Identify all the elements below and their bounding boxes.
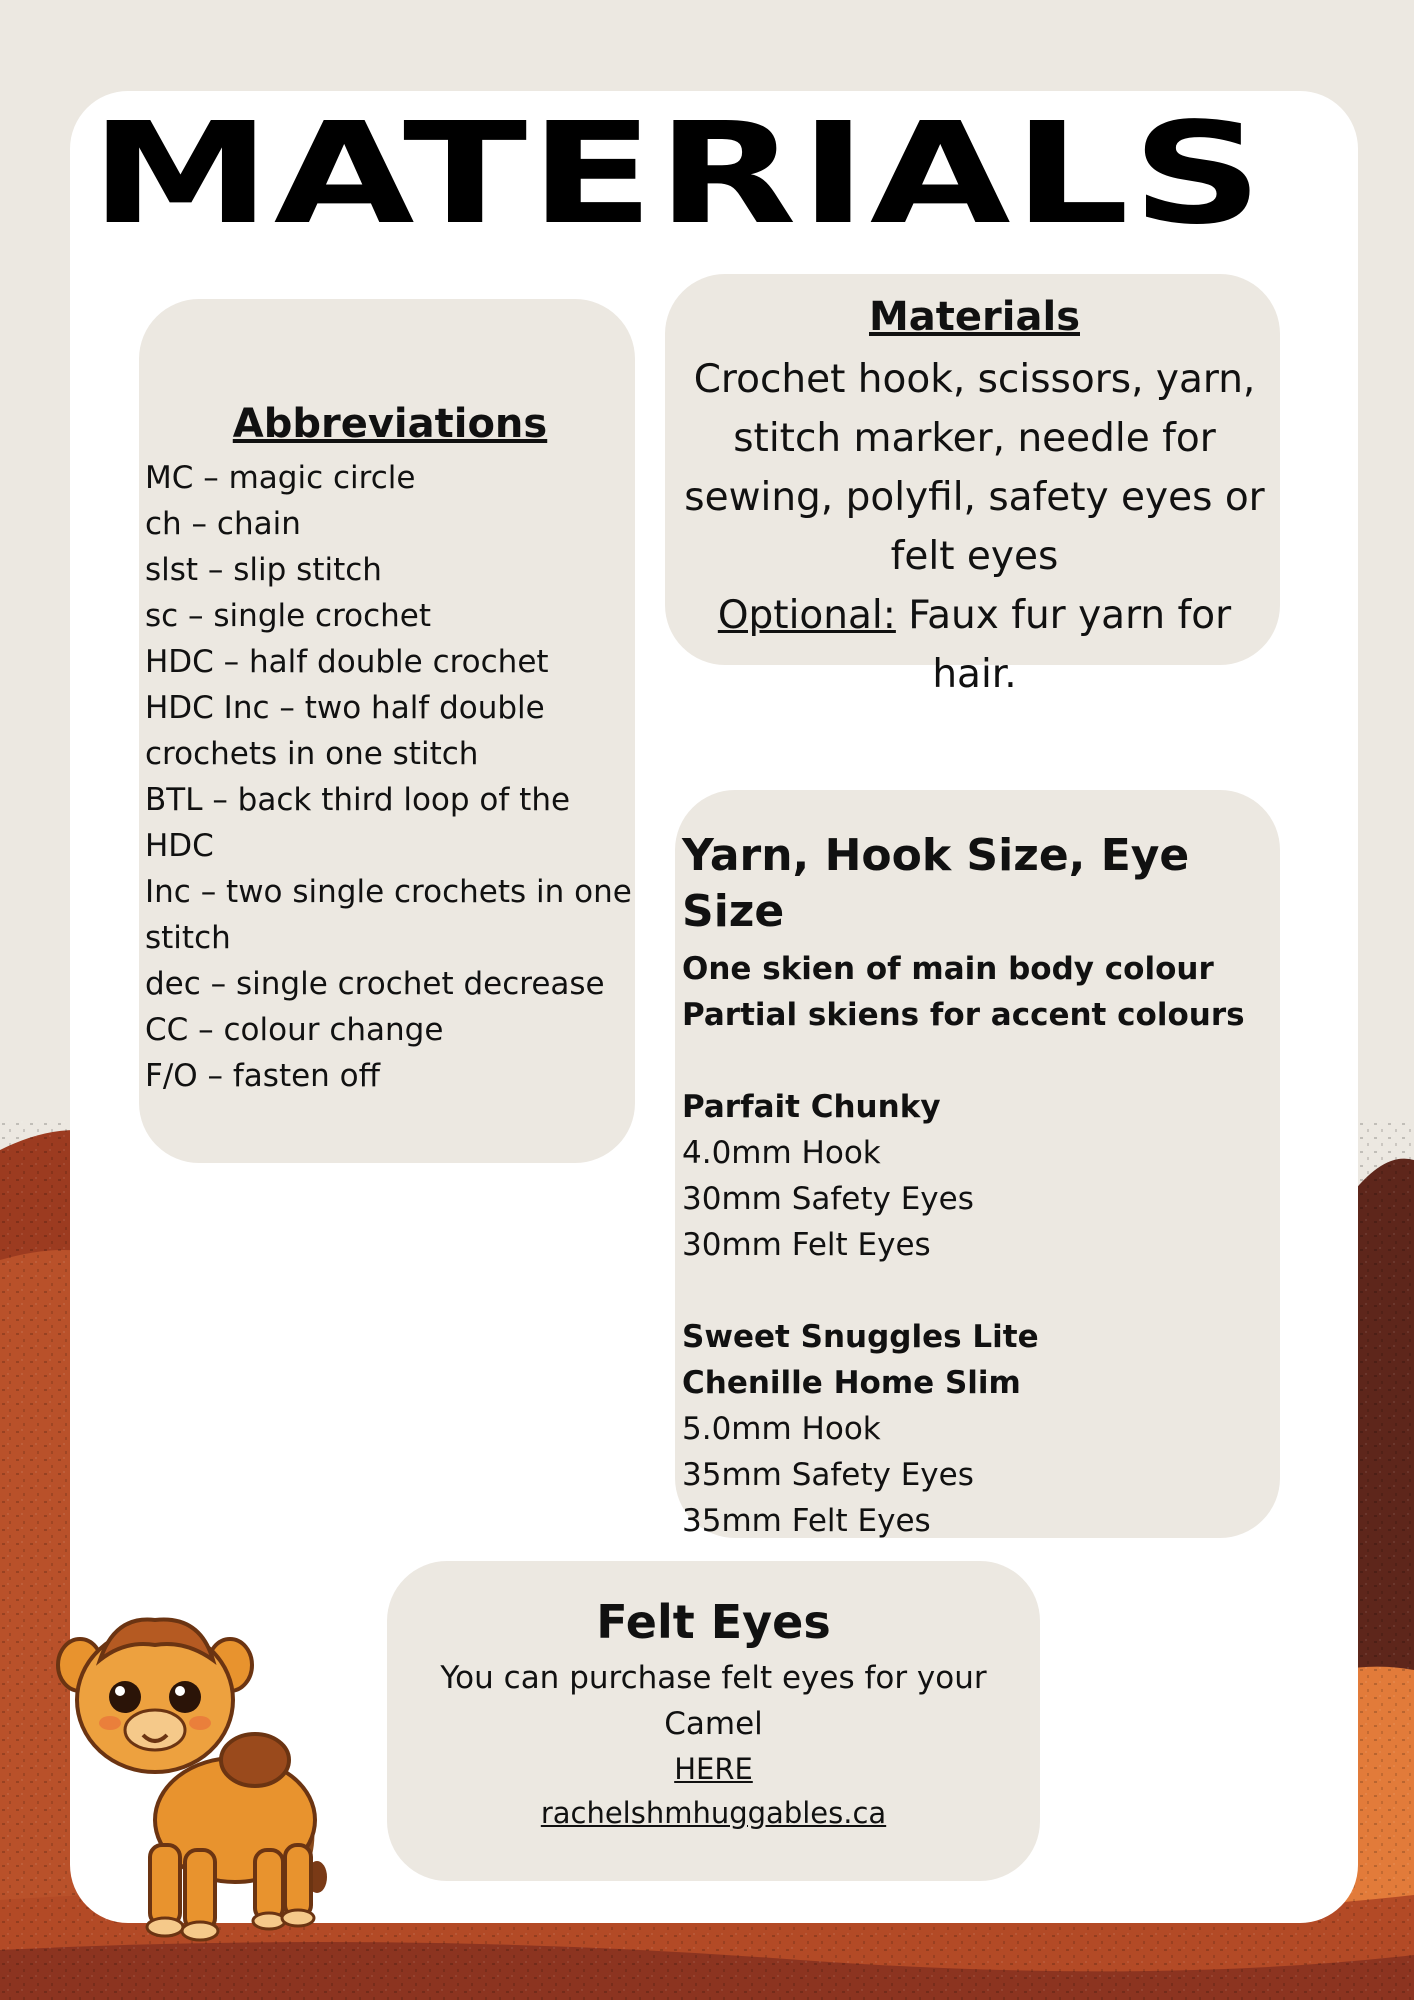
yarn-heading: Yarn, Hook Size, Eye Size: [682, 830, 1190, 937]
optional-text: Faux fur yarn for hair.: [895, 593, 1232, 697]
yarn-line: One skien of main body colour: [682, 951, 1214, 987]
yarn-line: 35mm Safety Eyes: [682, 1457, 974, 1493]
list-item: HDC Inc – two half double: [145, 690, 545, 726]
list-item: F/O – fasten off: [145, 1058, 380, 1094]
yarn-line: Partial skiens for accent colours: [682, 997, 1245, 1033]
materials-card: [665, 274, 1280, 697]
list-item: HDC – half double crochet: [145, 644, 549, 680]
list-item: BTL – back third loop of the HDC: [145, 782, 571, 864]
list-item: sc – single crochet: [145, 598, 432, 634]
optional-label: Optional:: [717, 593, 896, 638]
list-item: crochets in one stitch: [145, 736, 479, 772]
abbreviations-card: [139, 299, 635, 1163]
abbreviations-list: [145, 455, 635, 1099]
felt-eyes-card: [387, 1561, 1040, 1881]
yarn-line: 30mm Safety Eyes: [682, 1181, 974, 1217]
list-item: ch – chain: [145, 506, 301, 542]
website-link[interactable]: rachelshmhuggables.ca: [540, 1796, 887, 1830]
yarn-line: 30mm Felt Eyes: [682, 1227, 931, 1263]
list-item: Inc – two single crochets in one: [145, 874, 632, 910]
page-title: MATERIALS: [90, 93, 1266, 256]
yarn-line: [682, 1268, 1280, 1314]
here-link[interactable]: HERE: [674, 1752, 753, 1786]
yarn-line: 5.0mm Hook: [682, 1411, 881, 1447]
yarn-lines: [682, 946, 1280, 1544]
yarn-line: 4.0mm Hook: [682, 1135, 881, 1171]
materials-list-text: Crochet hook, scissors, yarn, stitch marker, needle for sewing, polyfil, safety eyes or felt eyes: [684, 357, 1265, 579]
yarn-line: [682, 1038, 1280, 1084]
list-item: MC – magic circle: [145, 460, 416, 496]
abbreviations-heading: Abbreviations: [232, 401, 548, 447]
list-item: slst – slip stitch: [145, 552, 382, 588]
list-item: stitch: [145, 920, 231, 956]
camel-icon: [55, 1605, 335, 1945]
felt-eyes-heading: Felt Eyes: [596, 1595, 831, 1649]
list-item: dec – single crochet decrease: [145, 966, 605, 1002]
yarn-line: Chenille Home Slim: [682, 1365, 1021, 1401]
materials-text: [679, 350, 1270, 704]
yarn-line: 35mm Felt Eyes: [682, 1503, 931, 1539]
yarn-line: Sweet Snuggles Lite: [682, 1319, 1039, 1355]
list-item: CC – colour change: [145, 1012, 444, 1048]
felt-eyes-text: You can purchase felt eyes for your Camel: [440, 1660, 987, 1742]
yarn-hook-eye-card: [675, 790, 1280, 1538]
yarn-line: Parfait Chunky: [682, 1089, 941, 1125]
materials-heading: Materials: [869, 294, 1080, 340]
